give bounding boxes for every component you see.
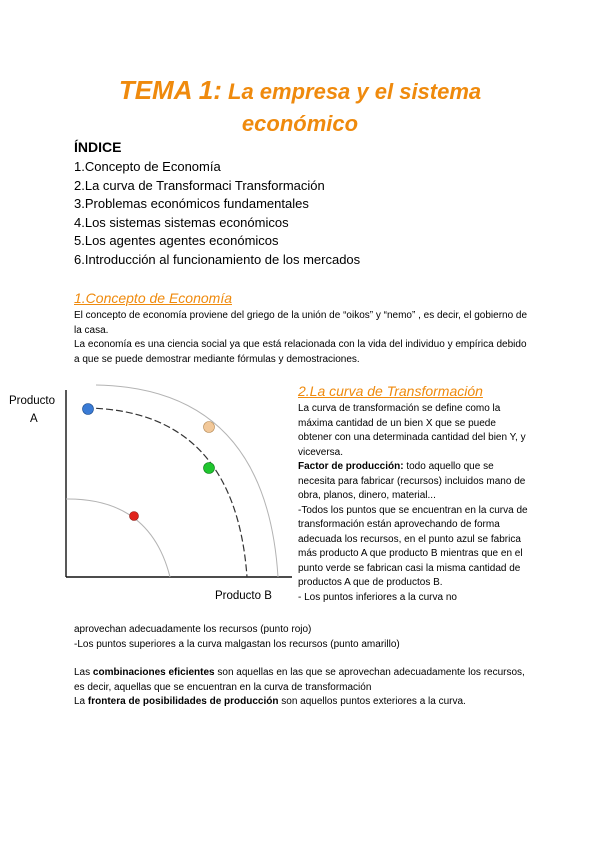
index-item: 2.La curva de Transformaci Transformación <box>74 177 325 193</box>
index-item: 5.Los agentes agentes económicos <box>74 233 279 249</box>
y-axis-label-line1: Producto <box>9 395 56 407</box>
bold-term: combinaciones eficientes <box>92 667 215 678</box>
section2-paragraph: -Los puntos superiores a la curva malgastan los recursos (punto amarillo) <box>74 638 400 650</box>
title-text-line1: La empresa y el sistema <box>228 79 482 104</box>
bold-term: frontera de posibilidades de producción <box>87 696 279 707</box>
definitions-footer <box>74 666 529 710</box>
section1-body <box>74 309 529 367</box>
section1-paragraph: El concepto de economía proviene del griego de la unión de “oikos” y “nemo” , es decir, el gobierno de la casa. <box>74 310 528 336</box>
factor-produccion-definition: todo aquello que se necesita para fabricar (recursos) incluidos mano de obra, planos, dinero, material... <box>298 461 526 501</box>
text: La <box>74 696 88 707</box>
index-heading: ÍNDICE <box>74 139 122 155</box>
page-title <box>60 74 540 140</box>
section2-body <box>298 402 530 605</box>
section2-heading: 2.La curva de Transformación <box>298 383 483 399</box>
point-red <box>130 512 139 521</box>
section2-continuation <box>74 623 529 652</box>
index-list <box>74 158 360 270</box>
section1-heading: 1.Concepto de Economía <box>74 290 232 306</box>
section2-paragraph: - Los puntos inferiores a la curva no <box>298 591 457 603</box>
point-green <box>204 463 215 474</box>
text: Las <box>74 667 93 678</box>
y-axis-label-line2: A <box>30 413 38 425</box>
transformation-curve <box>86 408 247 577</box>
index-item: 3.Problemas económicos fundamentales <box>74 196 309 212</box>
definition-frontier <box>74 695 529 710</box>
text: son aquellos puntos exteriores a la curva. <box>278 696 466 707</box>
index-item: 4.Los sistemas sistemas económicos <box>74 214 289 230</box>
index-item: 6.Introducción al funcionamiento de los mercados <box>74 251 361 267</box>
x-axis-label: Producto B <box>215 590 272 602</box>
point-blue <box>83 404 94 415</box>
factor-produccion-term: Factor de producción: <box>298 461 404 472</box>
title-number: TEMA 1: <box>118 75 222 105</box>
outer-curve <box>96 385 278 577</box>
index-item: 1.Concepto de Economía <box>74 159 221 174</box>
production-possibility-chart <box>0 380 300 610</box>
definition-efficient <box>74 666 529 695</box>
point-yellow <box>204 422 215 433</box>
section2-paragraph: -Todos los puntos que se encuentran en la curva de transformación están aprovechando de forma adecuada los recursos, en el punto azul se fabrica más producto A que producto B mientras que en el punto verde se fabrican casi la misma cantidad de productos A que de productos B. <box>298 504 528 588</box>
section2-paragraph: La curva de transformación se define como la máxima cantidad de un bien X que se puede obtener con una determinada cantidad del bien Y, y viceversa. <box>298 403 526 458</box>
title-text-line2: económico <box>241 111 359 136</box>
section2-paragraph <box>298 460 530 504</box>
section1-paragraph: La economía es una ciencia social ya que está relacionada con la vida del individuo y empírica debido a que se puede demostrar mediante fórmulas y demostraciones. <box>74 339 527 365</box>
section2-paragraph: aprovechan adecuadamente los recursos (punto rojo) <box>74 624 312 635</box>
inner-curve <box>66 499 170 577</box>
text: son aquellas en las que se aprovechan adecuadamente los recursos, es decir, aquellas que se encuentran en la curva de transformación <box>74 667 525 693</box>
